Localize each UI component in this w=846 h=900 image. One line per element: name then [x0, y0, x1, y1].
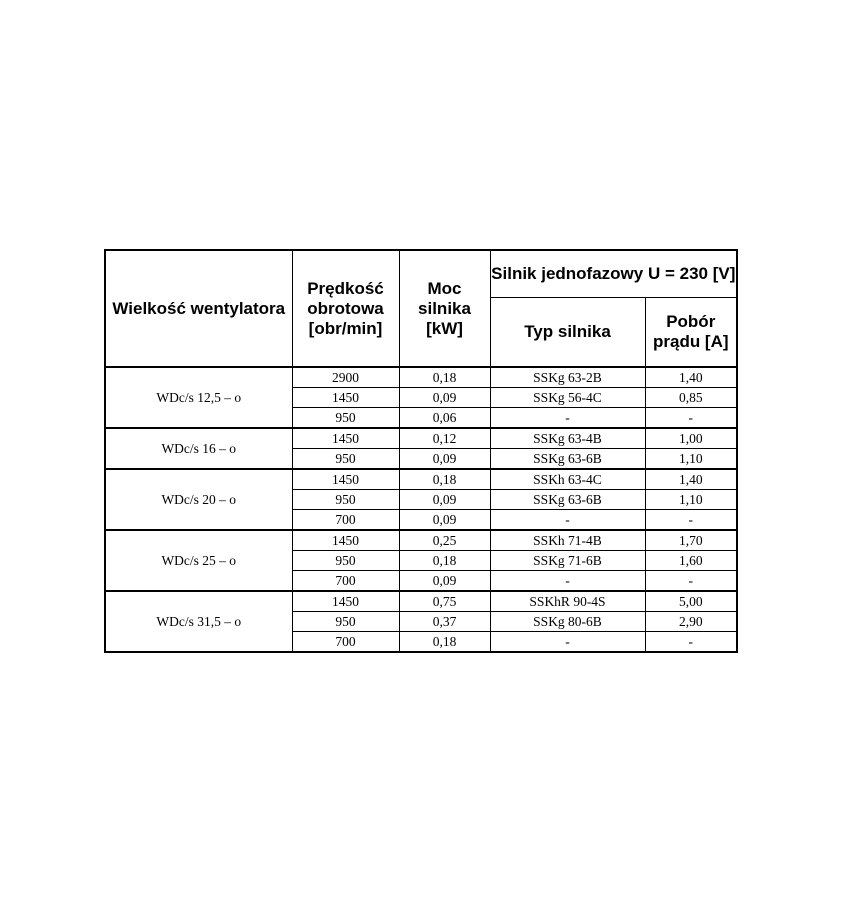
speed-cell: 700	[292, 510, 399, 531]
header-speed: Prędkość obrotowa [obr/min]	[292, 250, 399, 367]
current-cell: -	[645, 632, 737, 653]
speed-cell: 2900	[292, 367, 399, 388]
speed-cell: 700	[292, 571, 399, 592]
power-cell: 0,25	[399, 530, 490, 551]
type-cell: SSKg 63-6B	[490, 490, 645, 510]
type-cell: SSKg 63-6B	[490, 449, 645, 470]
header-motor-type: Typ silnika	[490, 298, 645, 368]
header-size: Wielkość wentylatora	[105, 250, 292, 367]
power-cell: 0,18	[399, 632, 490, 653]
type-cell: SSKg 56-4C	[490, 388, 645, 408]
power-cell: 0,09	[399, 449, 490, 470]
current-cell: 1,70	[645, 530, 737, 551]
type-cell: SSKh 63-4C	[490, 469, 645, 490]
current-cell: 1,10	[645, 490, 737, 510]
type-cell: -	[490, 632, 645, 653]
table-row	[105, 591, 737, 612]
fan-model-cell: WDc/s 16 – o	[105, 428, 292, 469]
speed-cell: 950	[292, 408, 399, 429]
speed-cell: 1450	[292, 591, 399, 612]
speed-cell: 1450	[292, 428, 399, 449]
speed-cell: 700	[292, 632, 399, 653]
type-cell: SSKg 63-2B	[490, 367, 645, 388]
fan-model-cell: WDc/s 20 – o	[105, 469, 292, 530]
fan-model-cell: WDc/s 31,5 – o	[105, 591, 292, 652]
header-power: Moc silnika [kW]	[399, 250, 490, 367]
speed-cell: 1450	[292, 388, 399, 408]
speed-cell: 950	[292, 449, 399, 470]
current-cell: 1,40	[645, 469, 737, 490]
current-cell: 0,85	[645, 388, 737, 408]
type-cell: SSKg 71-6B	[490, 551, 645, 571]
table-row	[105, 428, 737, 449]
current-cell: 2,90	[645, 612, 737, 632]
current-cell: -	[645, 571, 737, 592]
type-cell: -	[490, 571, 645, 592]
type-cell: -	[490, 408, 645, 429]
power-cell: 0,09	[399, 510, 490, 531]
power-cell: 0,06	[399, 408, 490, 429]
current-cell: 1,10	[645, 449, 737, 470]
current-cell: 1,40	[645, 367, 737, 388]
speed-cell: 950	[292, 612, 399, 632]
current-cell: 5,00	[645, 591, 737, 612]
type-cell: SSKh 71-4B	[490, 530, 645, 551]
header-motor-group: Silnik jednofazowy U = 230 [V]	[490, 250, 737, 298]
power-cell: 0,37	[399, 612, 490, 632]
header-current: Pobór prądu [A]	[645, 298, 737, 368]
speed-cell: 1450	[292, 530, 399, 551]
motor-spec-table	[104, 249, 738, 653]
fan-model-cell: WDc/s 12,5 – o	[105, 367, 292, 428]
speed-cell: 950	[292, 490, 399, 510]
table-row	[105, 530, 737, 551]
table-body	[105, 367, 737, 652]
power-cell: 0,75	[399, 591, 490, 612]
speed-cell: 950	[292, 551, 399, 571]
type-cell: -	[490, 510, 645, 531]
power-cell: 0,18	[399, 367, 490, 388]
type-cell: SSKg 63-4B	[490, 428, 645, 449]
table-row	[105, 367, 737, 388]
type-cell: SSKhR 90-4S	[490, 591, 645, 612]
fan-model-cell: WDc/s 25 – o	[105, 530, 292, 591]
table-row	[105, 469, 737, 490]
power-cell: 0,09	[399, 571, 490, 592]
current-cell: -	[645, 510, 737, 531]
speed-cell: 1450	[292, 469, 399, 490]
current-cell: 1,60	[645, 551, 737, 571]
power-cell: 0,18	[399, 469, 490, 490]
power-cell: 0,18	[399, 551, 490, 571]
power-cell: 0,09	[399, 490, 490, 510]
current-cell: -	[645, 408, 737, 429]
type-cell: SSKg 80-6B	[490, 612, 645, 632]
power-cell: 0,09	[399, 388, 490, 408]
current-cell: 1,00	[645, 428, 737, 449]
power-cell: 0,12	[399, 428, 490, 449]
